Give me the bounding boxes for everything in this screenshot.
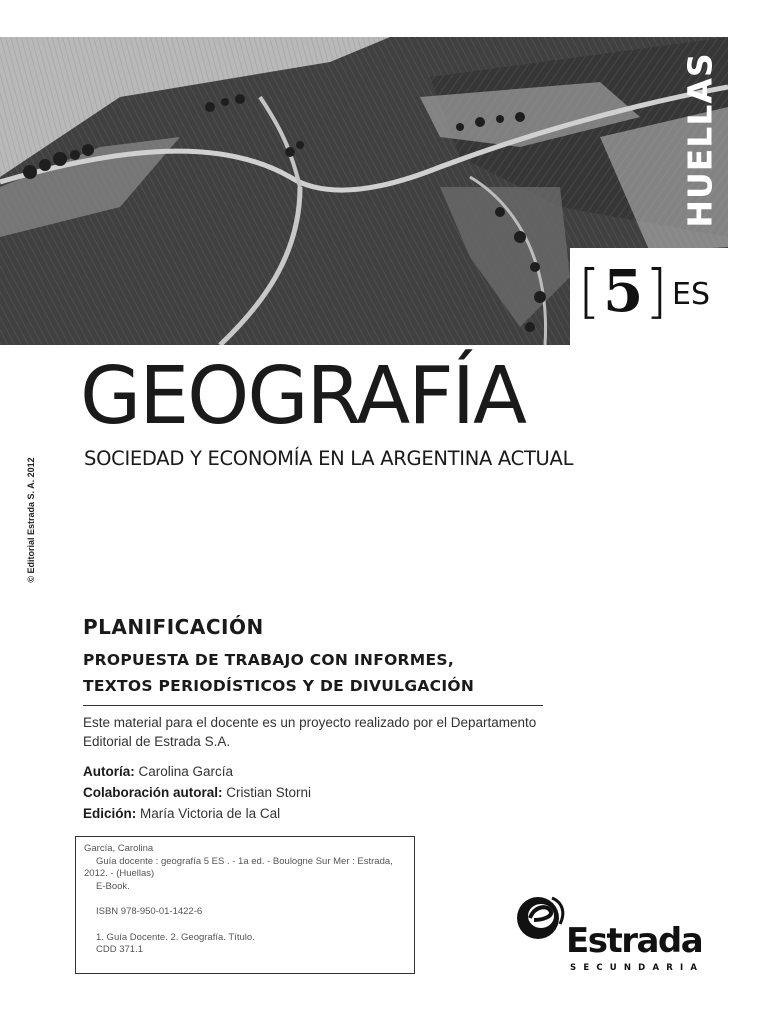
credit-label: Autoría: [83,764,135,779]
open-bracket: [ [578,257,601,325]
book-title: GEOGRAFÍA [80,350,526,442]
credit-value: María Victoria de la Cal [140,806,281,821]
catalog-line: García, Carolina [84,843,154,854]
section-subheading-1: PROPUESTA DE TRABAJO CON INFORMES, [83,651,455,669]
publisher-tagline: SECUNDARIA [570,963,705,973]
estrada-e-logo-icon [514,894,568,942]
catalog-line: E-Book. [96,880,130,892]
series-label: HUELLAS [680,52,720,228]
credit-label: Colaboración autoral: [83,785,223,800]
credit-value: Cristian Storni [226,785,312,800]
catalog-line: CDD 371.1 [96,944,143,955]
divider [83,705,543,706]
credit-value: Carolina García [138,764,234,779]
close-bracket: ] [645,257,668,325]
level-number: 5 [603,257,644,325]
section-heading: PLANIFICACIÓN [83,615,264,639]
section-subheading-2: TEXTOS PERIODÍSTICOS Y DE DIVULGACIÓN [83,677,475,695]
catalog-line: ISBN 978-950-01-1422-6 [96,906,203,917]
description: Este material para el docente es un proyecto realizado por el Departamento Editorial de Estrada S.A. [83,715,537,749]
level-suffix: ES [672,277,710,312]
publisher-name: Estrada [566,921,703,961]
credit-author [83,764,233,779]
book-subtitle: SOCIEDAD Y ECONOMÍA EN LA ARGENTINA ACTUAL [84,447,574,470]
credit-collaboration [83,785,311,800]
catalog-line: 1. Guía Docente. 2. Geografía. Título. [96,931,255,943]
copyright-notice: © Editorial Estrada S. A. 2012 [26,457,36,583]
catalog-record [75,836,415,974]
credit-edition [83,806,280,821]
credit-label: Edición: [83,806,137,821]
catalog-line: Guía docente : geografía 5 ES . - 1a ed. - Boulogne Sur Mer : Estrada, [96,855,393,867]
catalog-line: 2012. - (Huellas) [84,868,155,879]
